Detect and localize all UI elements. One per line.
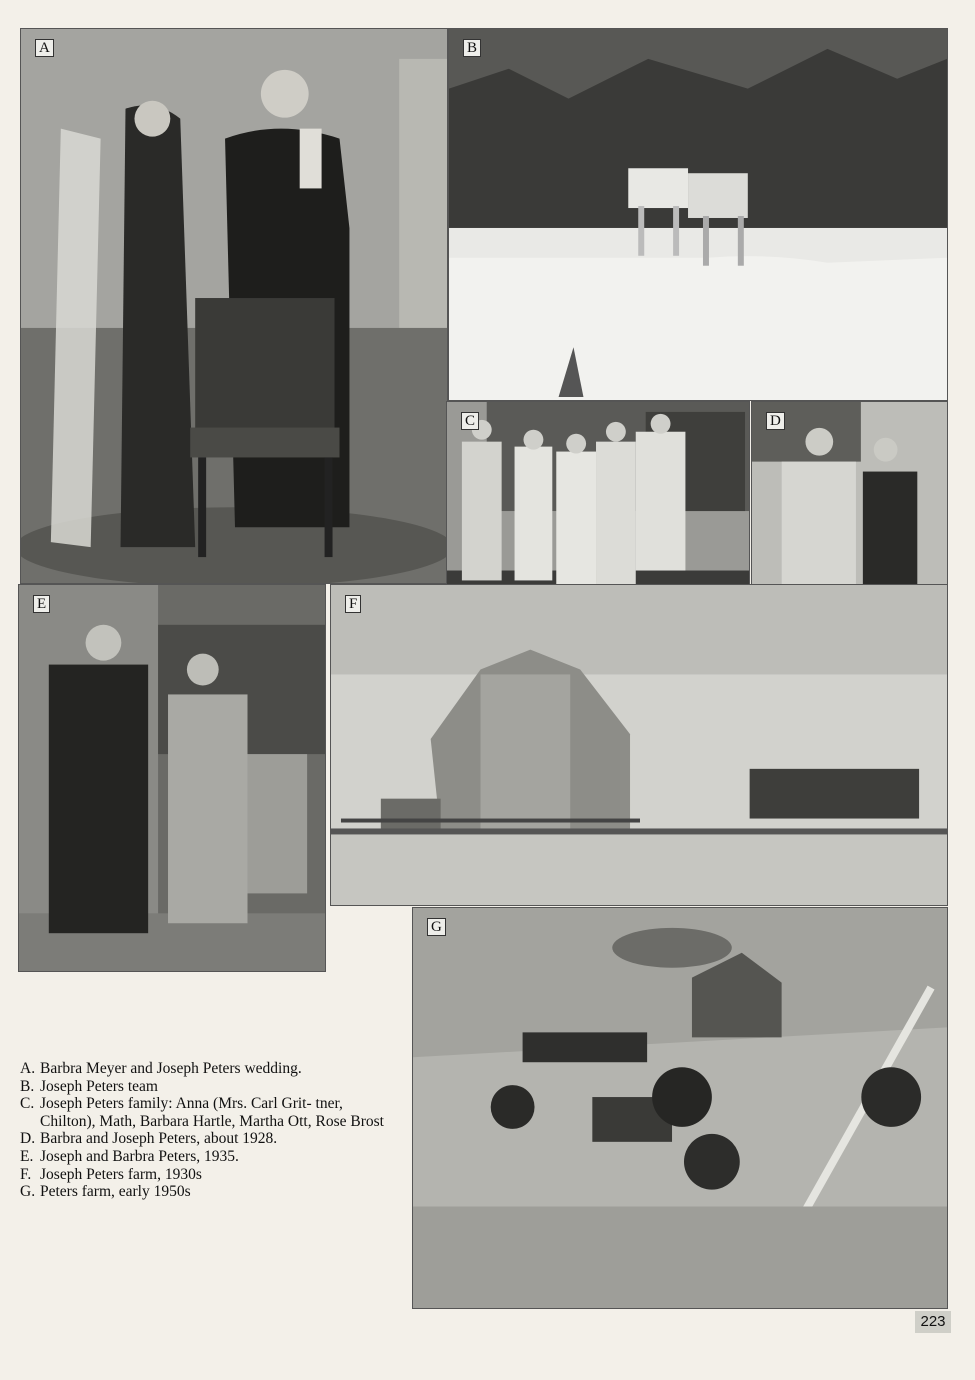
- farm-1930s-image: [331, 585, 947, 905]
- caption-f: [20, 1166, 400, 1184]
- caption-text: Joseph Peters farm, 1930s: [40, 1165, 202, 1183]
- caption-letter: D.: [20, 1130, 36, 1148]
- couple-1935-image: [19, 585, 325, 971]
- photo-g-farm-aerial-1950s: [412, 907, 948, 1309]
- photo-f-farm-1930s: [330, 584, 948, 906]
- photo-b-horse-team: [448, 28, 948, 401]
- photo-label-f: F: [345, 595, 361, 613]
- caption-letter: G.: [20, 1183, 36, 1201]
- caption-text: Joseph and Barbra Peters, 1935.: [40, 1147, 239, 1165]
- caption-c: [20, 1095, 400, 1130]
- caption-letter: B.: [20, 1077, 35, 1095]
- photo-label-a: A: [35, 39, 54, 57]
- caption-text: Joseph Peters team: [40, 1077, 158, 1095]
- caption-letter: A.: [20, 1060, 36, 1077]
- photo-label-e: E: [33, 595, 50, 613]
- caption-d: [20, 1130, 400, 1148]
- caption-e: [20, 1148, 400, 1166]
- caption-text: Joseph Peters family: Anna (Mrs. Carl Grit- tner, Chilton), Math, Barbara Hartle, Martha Ott, Rose Brost: [40, 1095, 384, 1130]
- caption-a: [20, 1060, 400, 1078]
- photo-captions: [20, 1060, 400, 1201]
- caption-text: Barbra and Joseph Peters, about 1928.: [40, 1130, 278, 1148]
- caption-b: [20, 1078, 400, 1096]
- caption-text: Peters farm, early 1950s: [40, 1183, 191, 1201]
- photo-label-d: D: [766, 412, 785, 430]
- horse-team-image: [449, 29, 947, 400]
- caption-letter: F.: [20, 1165, 32, 1183]
- photo-e-couple-1935: [18, 584, 326, 972]
- photo-label-c: C: [461, 412, 479, 430]
- farm-aerial-image: [413, 908, 947, 1308]
- page-number: 223: [915, 1311, 951, 1333]
- photo-a-wedding-portrait: [20, 28, 448, 584]
- caption-letter: E.: [20, 1147, 34, 1165]
- caption-letter: C.: [20, 1095, 35, 1113]
- caption-text: Barbra Meyer and Joseph Peters wedding.: [40, 1060, 302, 1077]
- caption-g: [20, 1183, 400, 1201]
- photo-label-g: G: [427, 918, 446, 936]
- wedding-portrait-image: [21, 29, 447, 583]
- photo-label-b: B: [463, 39, 481, 57]
